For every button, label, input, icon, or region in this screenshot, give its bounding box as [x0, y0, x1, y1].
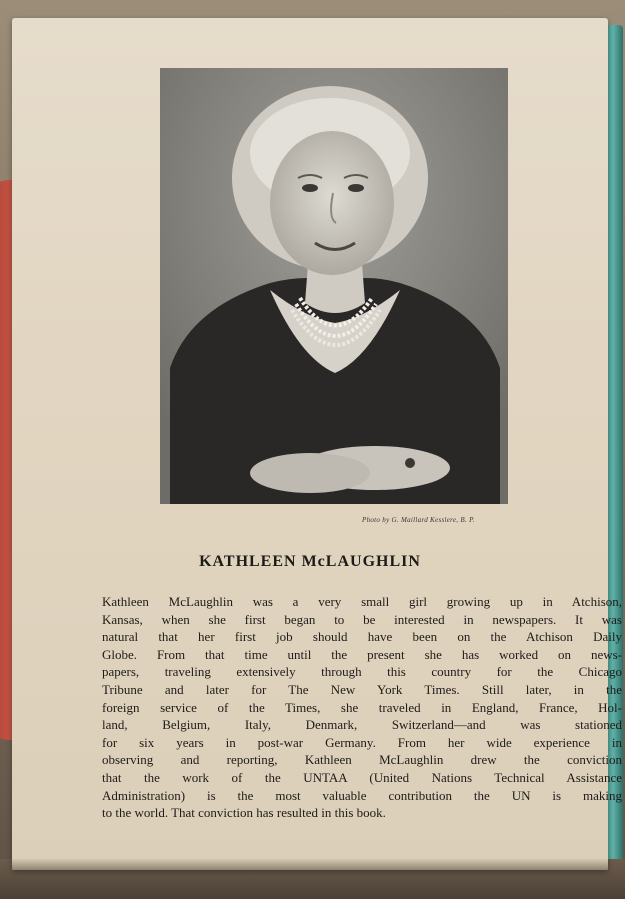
bio-line: Tribune and later for The New York Times. Still later, in the [102, 681, 622, 697]
bio-line: observing and reporting, Kathleen McLaughlin drew the conviction [102, 752, 622, 768]
book-jacket-back [12, 18, 622, 870]
photo-credit: Photo by G. Maillard Kesslere, B. P. [362, 516, 475, 524]
bio-line: land, Belgium, Italy, Denmark, Switzerland—and was stationed [102, 717, 622, 733]
bio-line: Globe. From that time until the present she has worked on news- [102, 646, 622, 662]
bio-line: that the work of the UNTAA (United Nations Technical Assistance [102, 769, 622, 785]
bio-line: Kathleen McLaughlin was a very small girl growing up in Atchison, [102, 594, 622, 609]
bio-line: to the world. That conviction has resulted in this book. [102, 805, 386, 821]
bio-line: Kansas, when she first began to be interested in newspapers. It was [102, 611, 622, 627]
bio-line: for six years in post-war Germany. From her wide experience in [102, 734, 622, 750]
author-portrait-image [160, 68, 508, 504]
bio-line: natural that her first job should have been on the Atchison Daily [102, 629, 622, 645]
author-biography [102, 593, 622, 822]
author-portrait [160, 68, 508, 504]
bio-line: papers, traveling extensively through this country for the Chicago [102, 664, 622, 680]
bio-line: Administration) is the most valuable contribution the UN is making [102, 787, 622, 803]
author-name-heading: KATHLEEN McLAUGHLIN [199, 553, 421, 570]
bio-line: foreign service of the Times, she traveled in England, France, Hol- [102, 699, 622, 715]
